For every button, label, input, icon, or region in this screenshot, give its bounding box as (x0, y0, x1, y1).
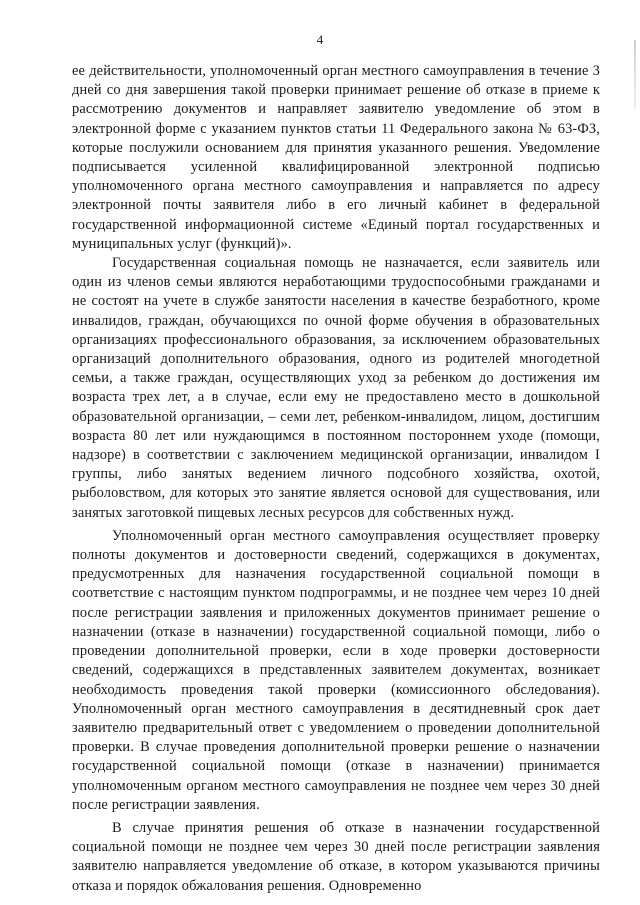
paragraph-verification: Уполномоченный орган местного самоуправления осуществляет проверку полноты документов и достоверности сведений, содержащихся в документах, предусмотренных для назначения государственной социальной помощи в соответствие с настоящим пунктом подпрограммы, и не позднее чем через 10 дней после регистрации заявления и приложенных документов принимает решение о назначении (отказе в назначении) государственной социальной помощи, либо о проведении дополнительной проверки, если в ходе проверки достоверности сведений, содержащихся в представленных заявителем документах, возникает необходимость проведения такой проверки (комиссионного обследования). Уполномоченный орган местного самоуправления в десятидневный срок дает заявителю предварительный ответ с уведомлением о проведении дополнительной проверки. В случае проведения дополнительной проверки решение о назначении государственной социальной помощи (отказе в назначении) принимается уполномоченным органом местного самоуправления не позднее чем через 30 дней после регистрации заявления. (72, 527, 600, 813)
scan-edge-mark (634, 40, 636, 110)
document-body (72, 62, 600, 896)
paragraph-continuation: ее действительности, уполномоченный орган местного самоуправления в течение 3 дней со дня завершения такой проверки принимает решение об отказе в приеме к рассмотрению документов и направляет заявителю уведомление об этом в электронной форме с указанием пунктов статьи 11 Федерального закона № 63-ФЗ, которые послужили основанием для принятия указанного решения. Уведомление подписывается усиленной квалифицированной электронной подписью уполномоченного органа местного самоуправления и направляется по адресу электронной почты заявителя либо в его личный кабинет в федеральной государственной информационной системе «Единый портал государственных и муниципальных услуг (функций)». (72, 63, 600, 252)
paragraph-social-aid-conditions: Государственная социальная помощь не назначается, если заявитель или один из членов семьи являются неработающими трудоспособными гражданами и не состоят на учете в службе занятости населения в качестве безработного, кроме инвалидов, граждан, обучающихся по очной форме обучения в образовательных организациях профессионального образования, за исключением образовательных организаций дополнительного образования, одного из родителей многодетной семьи, а также граждан, осуществляющих уход за ребенком до достижения им возраста трех лет, а в случае, если ему не предоставлено место в дошкольной образовательной организации, – семи лет, ребенком-инвалидом, лицом, достигшим возраста 80 лет или нуждающимся в постоянном постороннем уходе (помощи, надзоре) в соответствии с заключением медицинской организации, инвалидом I группы, либо занятых ведением личного подсобного хозяйства, охотой, рыболовством, для которых это занятие является основой для существования, или занятых заготовкой пищевых лесных ресурсов для собственных нужд. (72, 255, 600, 521)
paragraph-refusal-notice: В случае принятия решения об отказе в назначении государственной социальной помощи не позднее чем через 30 дней после регистрации заявления заявителю направляется уведомление об отказе, в котором указываются причины отказа и порядок обжалования решения. Одновременно (72, 819, 600, 894)
page-number: 4 (316, 32, 324, 47)
